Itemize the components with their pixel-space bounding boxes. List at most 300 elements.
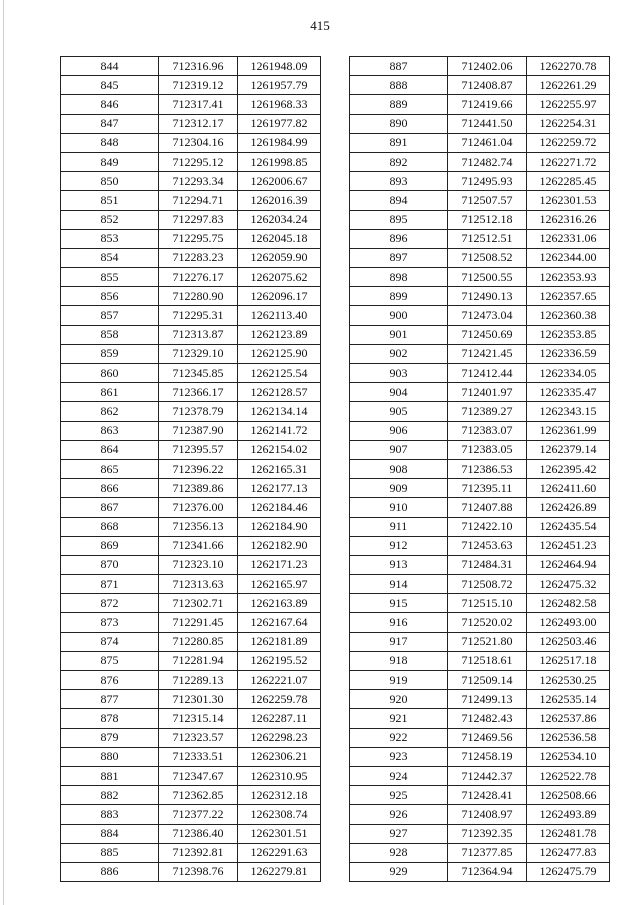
y-coordinate-cell: 1262125.90 [238, 344, 321, 363]
y-coordinate-cell: 1262221.07 [238, 671, 321, 690]
table-row [350, 191, 610, 210]
y-coordinate-cell: 1262361.99 [527, 421, 610, 440]
table-row [61, 805, 321, 824]
x-coordinate-cell: 712402.06 [448, 57, 527, 76]
table-row [350, 862, 610, 881]
point-number-cell: 869 [61, 536, 159, 555]
table-row [350, 57, 610, 76]
y-coordinate-cell: 1262163.89 [238, 594, 321, 613]
x-coordinate-cell: 712293.34 [159, 172, 238, 191]
point-number-cell: 921 [350, 709, 448, 728]
y-coordinate-cell: 1262517.18 [527, 651, 610, 670]
table-row [350, 421, 610, 440]
point-number-cell: 916 [350, 613, 448, 632]
x-coordinate-cell: 712304.16 [159, 133, 238, 152]
y-coordinate-cell: 1262271.72 [527, 152, 610, 171]
y-coordinate-cell: 1262536.58 [527, 728, 610, 747]
x-coordinate-cell: 712323.57 [159, 728, 238, 747]
point-number-cell: 899 [350, 287, 448, 306]
coordinates-table-left [60, 56, 321, 882]
x-coordinate-cell: 712345.85 [159, 364, 238, 383]
table-row [61, 306, 321, 325]
table-row [61, 862, 321, 881]
point-number-cell: 903 [350, 364, 448, 383]
y-coordinate-cell: 1262287.11 [238, 709, 321, 728]
x-coordinate-cell: 712283.23 [159, 248, 238, 267]
y-coordinate-cell: 1262360.38 [527, 306, 610, 325]
table-row [350, 709, 610, 728]
table-row [350, 594, 610, 613]
y-coordinate-cell: 1262096.17 [238, 287, 321, 306]
point-number-cell: 900 [350, 306, 448, 325]
table-row [61, 632, 321, 651]
y-coordinate-cell: 1262464.94 [527, 555, 610, 574]
table-row [61, 248, 321, 267]
point-number-cell: 874 [61, 632, 159, 651]
y-coordinate-cell: 1262508.66 [527, 786, 610, 805]
x-coordinate-cell: 712383.07 [448, 421, 527, 440]
table-row [61, 594, 321, 613]
x-coordinate-cell: 712295.75 [159, 229, 238, 248]
point-number-cell: 907 [350, 440, 448, 459]
y-coordinate-cell: 1262301.53 [527, 191, 610, 210]
x-coordinate-cell: 712294.71 [159, 191, 238, 210]
table-row [350, 440, 610, 459]
x-coordinate-cell: 712508.52 [448, 248, 527, 267]
point-number-cell: 863 [61, 421, 159, 440]
y-coordinate-cell: 1262154.02 [238, 440, 321, 459]
y-coordinate-cell: 1262535.14 [527, 690, 610, 709]
point-number-cell: 889 [350, 95, 448, 114]
point-number-cell: 896 [350, 229, 448, 248]
point-number-cell: 857 [61, 306, 159, 325]
x-coordinate-cell: 712386.40 [159, 824, 238, 843]
y-coordinate-cell: 1262006.67 [238, 172, 321, 191]
x-coordinate-cell: 712280.90 [159, 287, 238, 306]
y-coordinate-cell: 1261998.85 [238, 152, 321, 171]
y-coordinate-cell: 1262537.86 [527, 709, 610, 728]
y-coordinate-cell: 1262475.32 [527, 575, 610, 594]
table-row [350, 133, 610, 152]
y-coordinate-cell: 1262344.00 [527, 248, 610, 267]
point-number-cell: 927 [350, 824, 448, 843]
page-number: 415 [310, 18, 330, 33]
y-coordinate-cell: 1262270.78 [527, 57, 610, 76]
x-coordinate-cell: 712401.97 [448, 383, 527, 402]
table-row [350, 172, 610, 191]
table-row [61, 229, 321, 248]
table-row [61, 555, 321, 574]
x-coordinate-cell: 712500.55 [448, 268, 527, 287]
x-coordinate-cell: 712507.57 [448, 191, 527, 210]
point-number-cell: 918 [350, 651, 448, 670]
y-coordinate-cell: 1262482.58 [527, 594, 610, 613]
x-coordinate-cell: 712302.71 [159, 594, 238, 613]
point-number-cell: 868 [61, 517, 159, 536]
x-coordinate-cell: 712461.04 [448, 133, 527, 152]
x-coordinate-cell: 712512.51 [448, 229, 527, 248]
y-coordinate-cell: 1262165.31 [238, 459, 321, 478]
y-coordinate-cell: 1262141.72 [238, 421, 321, 440]
x-coordinate-cell: 712408.97 [448, 805, 527, 824]
x-coordinate-cell: 712377.22 [159, 805, 238, 824]
x-coordinate-cell: 712442.37 [448, 766, 527, 785]
x-coordinate-cell: 712291.45 [159, 613, 238, 632]
y-coordinate-cell: 1262343.15 [527, 402, 610, 421]
point-number-cell: 888 [350, 76, 448, 95]
x-coordinate-cell: 712458.19 [448, 747, 527, 766]
x-coordinate-cell: 712392.35 [448, 824, 527, 843]
point-number-cell: 917 [350, 632, 448, 651]
y-coordinate-cell: 1262534.10 [527, 747, 610, 766]
y-coordinate-cell: 1262059.90 [238, 248, 321, 267]
x-coordinate-cell: 712395.11 [448, 479, 527, 498]
point-number-cell: 928 [350, 843, 448, 862]
point-number-cell: 886 [61, 862, 159, 881]
coordinates-table-right [349, 56, 610, 882]
point-number-cell: 872 [61, 594, 159, 613]
table-row [61, 536, 321, 555]
point-number-cell: 883 [61, 805, 159, 824]
point-number-cell: 926 [350, 805, 448, 824]
point-number-cell: 867 [61, 498, 159, 517]
x-coordinate-cell: 712356.13 [159, 517, 238, 536]
coordinates-table-right-body [350, 57, 610, 882]
table-row [350, 575, 610, 594]
x-coordinate-cell: 712407.88 [448, 498, 527, 517]
x-coordinate-cell: 712484.31 [448, 555, 527, 574]
x-coordinate-cell: 712389.27 [448, 402, 527, 421]
x-coordinate-cell: 712453.63 [448, 536, 527, 555]
x-coordinate-cell: 712364.94 [448, 862, 527, 881]
point-number-cell: 906 [350, 421, 448, 440]
table-row [61, 114, 321, 133]
x-coordinate-cell: 712521.80 [448, 632, 527, 651]
point-number-cell: 873 [61, 613, 159, 632]
table-row [61, 709, 321, 728]
y-coordinate-cell: 1262165.97 [238, 575, 321, 594]
x-coordinate-cell: 712422.10 [448, 517, 527, 536]
table-row [61, 133, 321, 152]
table-row [350, 747, 610, 766]
table-row [61, 152, 321, 171]
x-coordinate-cell: 712469.56 [448, 728, 527, 747]
table-row [61, 786, 321, 805]
table-row [350, 344, 610, 363]
point-number-cell: 920 [350, 690, 448, 709]
table-row [61, 364, 321, 383]
point-number-cell: 880 [61, 747, 159, 766]
point-number-cell: 908 [350, 459, 448, 478]
table-row [61, 498, 321, 517]
table-row [61, 287, 321, 306]
table-row [61, 191, 321, 210]
y-coordinate-cell: 1262334.05 [527, 364, 610, 383]
table-row [350, 517, 610, 536]
x-coordinate-cell: 712276.17 [159, 268, 238, 287]
x-coordinate-cell: 712412.44 [448, 364, 527, 383]
point-number-cell: 879 [61, 728, 159, 747]
table-row [350, 364, 610, 383]
x-coordinate-cell: 712315.14 [159, 709, 238, 728]
point-number-cell: 919 [350, 671, 448, 690]
y-coordinate-cell: 1262306.21 [238, 747, 321, 766]
y-coordinate-cell: 1262177.13 [238, 479, 321, 498]
x-coordinate-cell: 712313.63 [159, 575, 238, 594]
table-row [350, 459, 610, 478]
table-row [61, 728, 321, 747]
x-coordinate-cell: 712289.13 [159, 671, 238, 690]
coordinates-table-left-body [61, 57, 321, 882]
point-number-cell: 866 [61, 479, 159, 498]
x-coordinate-cell: 712362.85 [159, 786, 238, 805]
table-row [61, 95, 321, 114]
x-coordinate-cell: 712512.18 [448, 210, 527, 229]
x-coordinate-cell: 712301.30 [159, 690, 238, 709]
x-coordinate-cell: 712473.04 [448, 306, 527, 325]
table-row [350, 843, 610, 862]
x-coordinate-cell: 712508.72 [448, 575, 527, 594]
table-row [350, 613, 610, 632]
point-number-cell: 885 [61, 843, 159, 862]
x-coordinate-cell: 712281.94 [159, 651, 238, 670]
point-number-cell: 845 [61, 76, 159, 95]
x-coordinate-cell: 712428.41 [448, 786, 527, 805]
y-coordinate-cell: 1261968.33 [238, 95, 321, 114]
table-row [350, 76, 610, 95]
y-coordinate-cell: 1262411.60 [527, 479, 610, 498]
table-row [350, 805, 610, 824]
y-coordinate-cell: 1262016.39 [238, 191, 321, 210]
table-row [350, 479, 610, 498]
y-coordinate-cell: 1262308.74 [238, 805, 321, 824]
point-number-cell: 851 [61, 191, 159, 210]
x-coordinate-cell: 712341.66 [159, 536, 238, 555]
x-coordinate-cell: 712515.10 [448, 594, 527, 613]
y-coordinate-cell: 1261957.79 [238, 76, 321, 95]
point-number-cell: 929 [350, 862, 448, 881]
table-row [350, 210, 610, 229]
x-coordinate-cell: 712398.76 [159, 862, 238, 881]
point-number-cell: 898 [350, 268, 448, 287]
table-row [61, 690, 321, 709]
table-row [350, 632, 610, 651]
point-number-cell: 884 [61, 824, 159, 843]
table-row [61, 402, 321, 421]
point-number-cell: 904 [350, 383, 448, 402]
table-row [350, 383, 610, 402]
x-coordinate-cell: 712366.17 [159, 383, 238, 402]
x-coordinate-cell: 712396.22 [159, 459, 238, 478]
x-coordinate-cell: 712392.81 [159, 843, 238, 862]
point-number-cell: 894 [350, 191, 448, 210]
x-coordinate-cell: 712450.69 [448, 325, 527, 344]
point-number-cell: 850 [61, 172, 159, 191]
x-coordinate-cell: 712408.87 [448, 76, 527, 95]
table-row [61, 517, 321, 536]
point-number-cell: 924 [350, 766, 448, 785]
x-coordinate-cell: 712317.41 [159, 95, 238, 114]
point-number-cell: 871 [61, 575, 159, 594]
x-coordinate-cell: 712280.85 [159, 632, 238, 651]
x-coordinate-cell: 712490.13 [448, 287, 527, 306]
x-coordinate-cell: 712482.43 [448, 709, 527, 728]
y-coordinate-cell: 1262259.72 [527, 133, 610, 152]
y-coordinate-cell: 1262254.31 [527, 114, 610, 133]
point-number-cell: 853 [61, 229, 159, 248]
x-coordinate-cell: 712495.93 [448, 172, 527, 191]
x-coordinate-cell: 712482.74 [448, 152, 527, 171]
x-coordinate-cell: 712499.13 [448, 690, 527, 709]
point-number-cell: 909 [350, 479, 448, 498]
y-coordinate-cell: 1261984.99 [238, 133, 321, 152]
y-coordinate-cell: 1262034.24 [238, 210, 321, 229]
y-coordinate-cell: 1262395.42 [527, 459, 610, 478]
table-row [61, 459, 321, 478]
table-row [61, 268, 321, 287]
x-coordinate-cell: 712395.57 [159, 440, 238, 459]
point-number-cell: 887 [350, 57, 448, 76]
y-coordinate-cell: 1262426.89 [527, 498, 610, 517]
x-coordinate-cell: 712518.61 [448, 651, 527, 670]
table-row [350, 824, 610, 843]
y-coordinate-cell: 1262477.83 [527, 843, 610, 862]
table-row [61, 421, 321, 440]
x-coordinate-cell: 712323.10 [159, 555, 238, 574]
point-number-cell: 852 [61, 210, 159, 229]
point-number-cell: 878 [61, 709, 159, 728]
point-number-cell: 910 [350, 498, 448, 517]
point-number-cell: 905 [350, 402, 448, 421]
y-coordinate-cell: 1262123.89 [238, 325, 321, 344]
x-coordinate-cell: 712387.90 [159, 421, 238, 440]
y-coordinate-cell: 1262475.79 [527, 862, 610, 881]
table-row [61, 76, 321, 95]
point-number-cell: 875 [61, 651, 159, 670]
point-number-cell: 923 [350, 747, 448, 766]
table-row [61, 479, 321, 498]
table-row [61, 383, 321, 402]
y-coordinate-cell: 1262379.14 [527, 440, 610, 459]
x-coordinate-cell: 712419.66 [448, 95, 527, 114]
point-number-cell: 858 [61, 325, 159, 344]
table-row [61, 747, 321, 766]
y-coordinate-cell: 1262503.46 [527, 632, 610, 651]
point-number-cell: 844 [61, 57, 159, 76]
scan-edge-line [3, 0, 4, 905]
y-coordinate-cell: 1262184.90 [238, 517, 321, 536]
point-number-cell: 925 [350, 786, 448, 805]
point-number-cell: 848 [61, 133, 159, 152]
point-number-cell: 891 [350, 133, 448, 152]
point-number-cell: 862 [61, 402, 159, 421]
table-row [350, 690, 610, 709]
y-coordinate-cell: 1262195.52 [238, 651, 321, 670]
x-coordinate-cell: 712297.83 [159, 210, 238, 229]
x-coordinate-cell: 712313.87 [159, 325, 238, 344]
table-row [61, 671, 321, 690]
y-coordinate-cell: 1262451.23 [527, 536, 610, 555]
x-coordinate-cell: 712389.86 [159, 479, 238, 498]
x-coordinate-cell: 712329.10 [159, 344, 238, 363]
y-coordinate-cell: 1262312.18 [238, 786, 321, 805]
y-coordinate-cell: 1262125.54 [238, 364, 321, 383]
table-row [350, 651, 610, 670]
point-number-cell: 846 [61, 95, 159, 114]
table-row [61, 843, 321, 862]
table-row [350, 95, 610, 114]
point-number-cell: 864 [61, 440, 159, 459]
point-number-cell: 882 [61, 786, 159, 805]
table-row [61, 613, 321, 632]
table-row [61, 766, 321, 785]
point-number-cell: 893 [350, 172, 448, 191]
point-number-cell: 895 [350, 210, 448, 229]
y-coordinate-cell: 1262184.46 [238, 498, 321, 517]
table-row [350, 671, 610, 690]
point-number-cell: 892 [350, 152, 448, 171]
y-coordinate-cell: 1262182.90 [238, 536, 321, 555]
table-row [350, 498, 610, 517]
point-number-cell: 913 [350, 555, 448, 574]
point-number-cell: 902 [350, 344, 448, 363]
y-coordinate-cell: 1262335.47 [527, 383, 610, 402]
point-number-cell: 847 [61, 114, 159, 133]
y-coordinate-cell: 1262255.97 [527, 95, 610, 114]
table-row [61, 824, 321, 843]
point-number-cell: 881 [61, 766, 159, 785]
table-row [350, 325, 610, 344]
y-coordinate-cell: 1262353.93 [527, 268, 610, 287]
y-coordinate-cell: 1262336.59 [527, 344, 610, 363]
table-row [61, 440, 321, 459]
y-coordinate-cell: 1262493.00 [527, 613, 610, 632]
x-coordinate-cell: 712520.02 [448, 613, 527, 632]
y-coordinate-cell: 1262113.40 [238, 306, 321, 325]
y-coordinate-cell: 1262167.64 [238, 613, 321, 632]
y-coordinate-cell: 1262279.81 [238, 862, 321, 881]
point-number-cell: 856 [61, 287, 159, 306]
table-row [350, 555, 610, 574]
table-row [61, 210, 321, 229]
point-number-cell: 914 [350, 575, 448, 594]
x-coordinate-cell: 712347.67 [159, 766, 238, 785]
table-row [350, 786, 610, 805]
table-row [350, 402, 610, 421]
y-coordinate-cell: 1262522.78 [527, 766, 610, 785]
x-coordinate-cell: 712316.96 [159, 57, 238, 76]
x-coordinate-cell: 712421.45 [448, 344, 527, 363]
x-coordinate-cell: 712377.85 [448, 843, 527, 862]
point-number-cell: 854 [61, 248, 159, 267]
table-row [61, 651, 321, 670]
table-row [350, 114, 610, 133]
x-coordinate-cell: 712319.12 [159, 76, 238, 95]
y-coordinate-cell: 1262481.78 [527, 824, 610, 843]
point-number-cell: 860 [61, 364, 159, 383]
y-coordinate-cell: 1262301.51 [238, 824, 321, 843]
point-number-cell: 890 [350, 114, 448, 133]
point-number-cell: 911 [350, 517, 448, 536]
y-coordinate-cell: 1262128.57 [238, 383, 321, 402]
point-number-cell: 859 [61, 344, 159, 363]
table-row [350, 536, 610, 555]
y-coordinate-cell: 1262134.14 [238, 402, 321, 421]
x-coordinate-cell: 712378.79 [159, 402, 238, 421]
table-row [61, 325, 321, 344]
y-coordinate-cell: 1262331.06 [527, 229, 610, 248]
y-coordinate-cell: 1262435.54 [527, 517, 610, 536]
